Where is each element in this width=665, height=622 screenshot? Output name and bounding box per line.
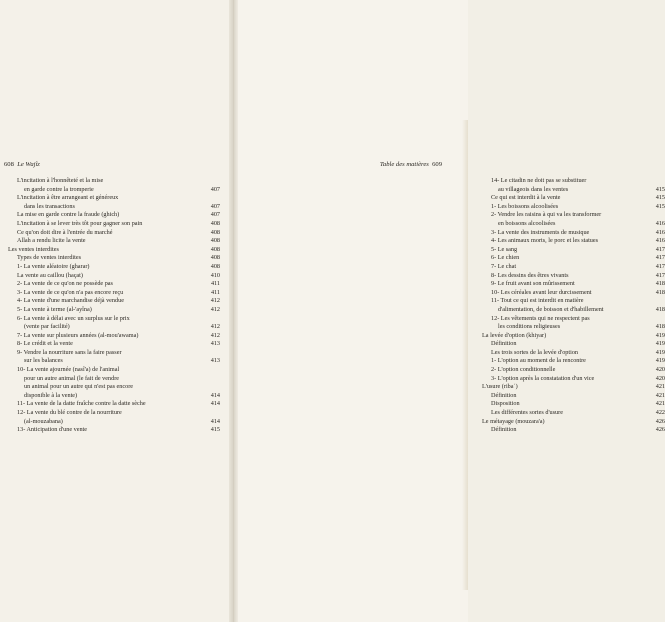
right-page	[235, 0, 665, 622]
toc-entry-title	[491, 246, 656, 255]
toc-entry-page: 412	[210, 305, 220, 313]
toc-entry	[482, 409, 665, 418]
toc-entry-page: 408	[210, 262, 220, 270]
right-page-number: 609	[432, 161, 442, 168]
toc-entry-page: 418	[655, 305, 665, 313]
toc-entry-page: 410	[210, 271, 220, 279]
toc-entry-page: 412	[210, 297, 220, 305]
toc-entry-title	[17, 400, 211, 409]
toc-entry-line: 12- La vente du blé contre de la nourriture	[17, 409, 122, 417]
toc-entry-line: Les ventes interdites	[8, 245, 59, 253]
toc-entry-title	[491, 177, 656, 194]
toc-entry-title	[491, 272, 656, 281]
toc-entry	[8, 237, 220, 246]
toc-entry-page: 417	[655, 245, 665, 253]
toc-entry-line: 5- Le sang	[491, 245, 518, 253]
toc-entry-title	[17, 229, 211, 238]
toc-entry-title	[17, 366, 211, 400]
toc-entry-page: 419	[655, 357, 665, 365]
toc-entry-line: pour un autre animal (le fait de vendre	[24, 374, 120, 382]
toc-entry	[8, 254, 220, 263]
toc-entry	[8, 332, 220, 341]
right-running-header	[380, 161, 442, 168]
toc-entry-page: 416	[655, 228, 665, 236]
toc-entry-page: 415	[655, 202, 665, 210]
toc-entry-page: 407	[210, 211, 220, 219]
toc-entry-page: 411	[210, 280, 220, 288]
toc-entry	[482, 246, 665, 255]
toc-entry	[8, 349, 220, 366]
toc-entry-title	[491, 357, 656, 366]
toc-entry-line: 1- Les boissons alcoolisées	[491, 202, 559, 210]
toc-entry-page: 416	[655, 219, 665, 227]
toc-entry-page: 418	[655, 288, 665, 296]
toc-entry	[8, 246, 220, 255]
toc-entry	[482, 375, 665, 384]
toc-entry	[482, 177, 665, 194]
toc-entry-title	[491, 426, 656, 435]
toc-entry-title	[482, 383, 656, 392]
toc-entry-page: 417	[655, 262, 665, 270]
toc-entry-title	[17, 272, 211, 281]
toc-entry-title	[8, 246, 211, 255]
toc-entry-page: 408	[210, 237, 220, 245]
toc-entry-line: (al-mouzabana)	[24, 417, 63, 425]
toc-entry-line: L'incitation à l'honnêteté et la mise	[17, 177, 104, 184]
toc-entry-page: 421	[655, 391, 665, 399]
toc-entry-line: Définition	[491, 426, 517, 434]
toc-entry-page: 413	[210, 340, 220, 348]
toc-entry-page: 419	[655, 340, 665, 348]
toc-entry	[8, 297, 220, 306]
toc-entry-line: 11- Tout ce qui est interdit en matière	[491, 297, 584, 305]
toc-entry-title	[17, 409, 211, 426]
toc-entry-title	[17, 237, 211, 246]
toc-entry-line: 7- La vente sur plusieurs années (al-mou'awama)	[17, 331, 139, 339]
toc-entry-page: 407	[210, 185, 220, 193]
toc-entry-line: 13- Anticipation d'une vente	[17, 426, 88, 434]
toc-entry-title	[491, 280, 656, 289]
toc-entry	[8, 426, 220, 435]
toc-entry	[482, 340, 665, 349]
toc-entry	[482, 426, 665, 435]
toc-entry-line: les conditions religieuses	[498, 323, 561, 331]
page-edge	[462, 120, 468, 590]
toc-entry-line: sur les balances	[24, 357, 63, 365]
toc-entry-title	[17, 263, 211, 272]
toc-entry-line: 12- Les vêtements qui ne respectent pas	[491, 314, 590, 322]
toc-entry	[8, 194, 220, 211]
toc-entry-title	[491, 289, 656, 298]
toc-entry	[482, 357, 665, 366]
toc-entry-page: 411	[210, 288, 220, 296]
toc-entry-page: 416	[655, 237, 665, 245]
toc-entry-title	[491, 237, 656, 246]
toc-entry-line: 1- L'option au moment de la rencontre	[491, 357, 586, 365]
toc-entry-page: 417	[655, 271, 665, 279]
toc-entry	[482, 229, 665, 238]
toc-entry-title	[17, 332, 211, 341]
toc-entry	[482, 366, 665, 375]
left-toc-list	[8, 177, 220, 435]
toc-entry-line: au villageois dans les ventes	[498, 185, 569, 193]
toc-entry-line: L'incitation à se lever très tôt pour gagner son pain	[17, 219, 143, 227]
toc-entry-page: 414	[210, 417, 220, 425]
toc-entry-line: en garde contre la tromperie	[24, 185, 94, 193]
toc-entry-title	[482, 332, 656, 341]
toc-entry-page: 421	[655, 383, 665, 391]
toc-entry-line: 11- La vente de la datte fraîche contre la datte sèche	[17, 400, 146, 408]
toc-entry-line: en boissons alcoolisées	[498, 219, 556, 227]
toc-entry-line: 9- Le fruit avant son mûrissement	[491, 280, 575, 288]
right-header-title: Table des matières	[379, 161, 429, 168]
toc-entry-line: 14- Le citadin ne doit pas se substituer	[491, 177, 587, 184]
toc-entry-line: 9- Vendre la nourriture sans la faire passer	[17, 348, 122, 356]
toc-entry-title	[17, 306, 211, 315]
toc-entry-page: 408	[210, 245, 220, 253]
toc-entry-line: Définition	[491, 340, 517, 348]
toc-entry	[8, 340, 220, 349]
toc-entry-line: (vente par facilité)	[24, 323, 70, 331]
toc-entry	[482, 315, 665, 332]
toc-entry	[482, 392, 665, 401]
toc-entry	[482, 332, 665, 341]
toc-entry-line: 8- Les dessins des êtres vivants	[491, 271, 569, 279]
toc-entry-title	[17, 349, 211, 366]
toc-entry	[482, 254, 665, 263]
toc-entry-title	[491, 229, 656, 238]
toc-entry-page: 413	[210, 357, 220, 365]
toc-entry-title	[482, 418, 656, 427]
toc-entry-line: Les trois sortes de la levée d'option	[491, 348, 579, 356]
toc-entry	[8, 366, 220, 400]
toc-entry	[482, 203, 665, 212]
toc-entry	[8, 211, 220, 220]
toc-entry	[8, 177, 220, 194]
toc-entry	[482, 272, 665, 281]
toc-entry	[482, 297, 665, 314]
right-toc-list	[482, 177, 665, 435]
toc-entry-title	[491, 297, 656, 314]
toc-entry-page: 426	[655, 426, 665, 434]
toc-entry-page: 419	[655, 331, 665, 339]
toc-entry-line: Le métayage (mouzara'a)	[482, 417, 545, 425]
toc-entry-line: Types de ventes interdites	[17, 254, 82, 262]
toc-entry-page: 407	[210, 202, 220, 210]
toc-entry	[482, 194, 665, 203]
toc-entry-page: 422	[655, 409, 665, 417]
toc-entry-line: 4- La vente d'une marchandise déjà vendue	[17, 297, 124, 305]
toc-entry-title	[17, 220, 211, 229]
toc-entry-page: 412	[210, 331, 220, 339]
toc-entry-title	[491, 409, 656, 418]
toc-entry-page: 420	[655, 366, 665, 374]
toc-entry	[8, 315, 220, 332]
toc-entry-line: Ce qu'on doit dire à l'entrée du marché	[17, 228, 113, 236]
toc-entry-title	[491, 392, 656, 401]
toc-entry-page: 415	[655, 185, 665, 193]
toc-entry	[482, 349, 665, 358]
toc-entry-line: 8- Le crédit et la vente	[17, 340, 73, 348]
toc-entry-line: d'alimentation, de boisson et d'habillement	[498, 305, 604, 313]
toc-entry	[8, 220, 220, 229]
toc-entry	[8, 263, 220, 272]
book-gutter	[229, 0, 238, 622]
left-page	[0, 0, 233, 622]
toc-entry-line: Disposition	[491, 400, 520, 408]
toc-entry-title	[17, 340, 211, 349]
toc-entry-title	[491, 340, 656, 349]
toc-entry-page: 418	[655, 280, 665, 288]
toc-entry	[8, 409, 220, 426]
toc-entry	[482, 383, 665, 392]
toc-entry-line: 6- La vente à délai avec un surplus sur le prix	[17, 314, 130, 322]
toc-entry	[8, 272, 220, 281]
toc-entry-line: un animal pour un autre qui n'est pas encore	[24, 383, 134, 391]
toc-entry-title	[491, 211, 656, 228]
toc-entry-title	[491, 400, 656, 409]
toc-entry-page: 418	[655, 323, 665, 331]
toc-entry-line: 10- Les céréales avant leur durcissement	[491, 288, 592, 296]
toc-entry-line: Définition	[491, 391, 517, 399]
left-page-number: 608	[4, 161, 14, 168]
toc-entry-line: 3- La vente de ce qu'on n'a pas encore reçu	[17, 288, 124, 296]
toc-entry-title	[491, 203, 656, 212]
toc-entry-page: 414	[210, 391, 220, 399]
toc-entry-line: La mise en garde contre la fraude (ghich)	[17, 211, 120, 219]
toc-entry	[8, 280, 220, 289]
toc-entry-line: disponible à la vente)	[24, 391, 78, 399]
toc-entry-line: 1- La vente aléatoire (gharar)	[17, 262, 90, 270]
toc-entry-line: La vente au caillou (haçat)	[17, 271, 83, 279]
toc-entry-line: 3- La vente des instruments de musique	[491, 228, 590, 236]
toc-entry	[482, 211, 665, 228]
toc-entry-page: 414	[210, 400, 220, 408]
toc-entry	[8, 306, 220, 315]
toc-entry-page: 420	[655, 374, 665, 382]
toc-entry-line: L'usure (ribaʾ)	[482, 383, 518, 391]
toc-entry-title	[17, 194, 211, 211]
toc-entry-line: 3- L'option après la constatation d'un vice	[491, 374, 595, 382]
toc-entry-line: 4- Les animaux morts, le porc et les statues	[491, 237, 599, 245]
toc-entry	[482, 400, 665, 409]
toc-entry-line: Allah a rendu licite la vente	[17, 237, 86, 245]
toc-entry-line: 7- Le chat	[491, 262, 517, 270]
toc-entry-line: 10- La vente ajournée (nasî'a) de l'animal	[17, 366, 120, 374]
toc-entry-page: 419	[655, 348, 665, 356]
toc-entry-page: 412	[210, 323, 220, 331]
toc-entry-page: 408	[210, 254, 220, 262]
toc-entry-page: 417	[655, 254, 665, 262]
toc-entry	[482, 280, 665, 289]
toc-entry-page: 426	[655, 417, 665, 425]
toc-entry-line: L'incitation à être arrangeant et généreux	[17, 194, 119, 202]
toc-entry-title	[17, 297, 211, 306]
toc-entry-title	[17, 254, 211, 263]
toc-entry-line: 2- La vente de ce qu'on ne possède pas	[17, 280, 113, 288]
toc-entry-line: 2- Vendre les raisins à qui va les transformer	[491, 211, 602, 219]
toc-entry-line: Ce qui est interdit à la vente	[491, 194, 561, 202]
toc-entry-page: 408	[210, 228, 220, 236]
toc-entry	[482, 237, 665, 246]
toc-entry-title	[491, 315, 656, 332]
left-header-title: Le Wajîz	[17, 161, 40, 168]
toc-entry-title	[491, 263, 656, 272]
toc-entry-line: 5- La vente à terme (al-'ayîna)	[17, 305, 92, 313]
toc-entry-line: La levée d'option (khiyar)	[482, 331, 547, 339]
toc-entry-title	[491, 375, 656, 384]
toc-entry-title	[491, 254, 656, 263]
toc-entry	[8, 289, 220, 298]
toc-entry-title	[491, 366, 656, 375]
toc-entry-page: 415	[655, 194, 665, 202]
left-running-header	[4, 161, 40, 168]
toc-entry-page: 421	[655, 400, 665, 408]
toc-entry-title	[17, 280, 211, 289]
toc-entry-page: 415	[210, 426, 220, 434]
toc-entry-line: dans les transactions	[24, 202, 75, 210]
toc-entry-title	[491, 349, 656, 358]
toc-entry	[482, 418, 665, 427]
toc-entry-title	[17, 289, 211, 298]
toc-entry-title	[17, 177, 211, 194]
toc-entry-title	[17, 211, 211, 220]
toc-entry-page: 408	[210, 219, 220, 227]
toc-entry	[482, 289, 665, 298]
toc-entry	[8, 229, 220, 238]
toc-entry-line: 2- L'option conditionnelle	[491, 366, 556, 374]
toc-entry-title	[17, 426, 211, 435]
toc-entry-title	[491, 194, 656, 203]
toc-entry-line: 6- Le chien	[491, 254, 520, 262]
toc-entry	[8, 400, 220, 409]
toc-entry-line: Les différentes sortes d'usure	[491, 409, 563, 417]
toc-entry-title	[17, 315, 211, 332]
toc-entry	[482, 263, 665, 272]
